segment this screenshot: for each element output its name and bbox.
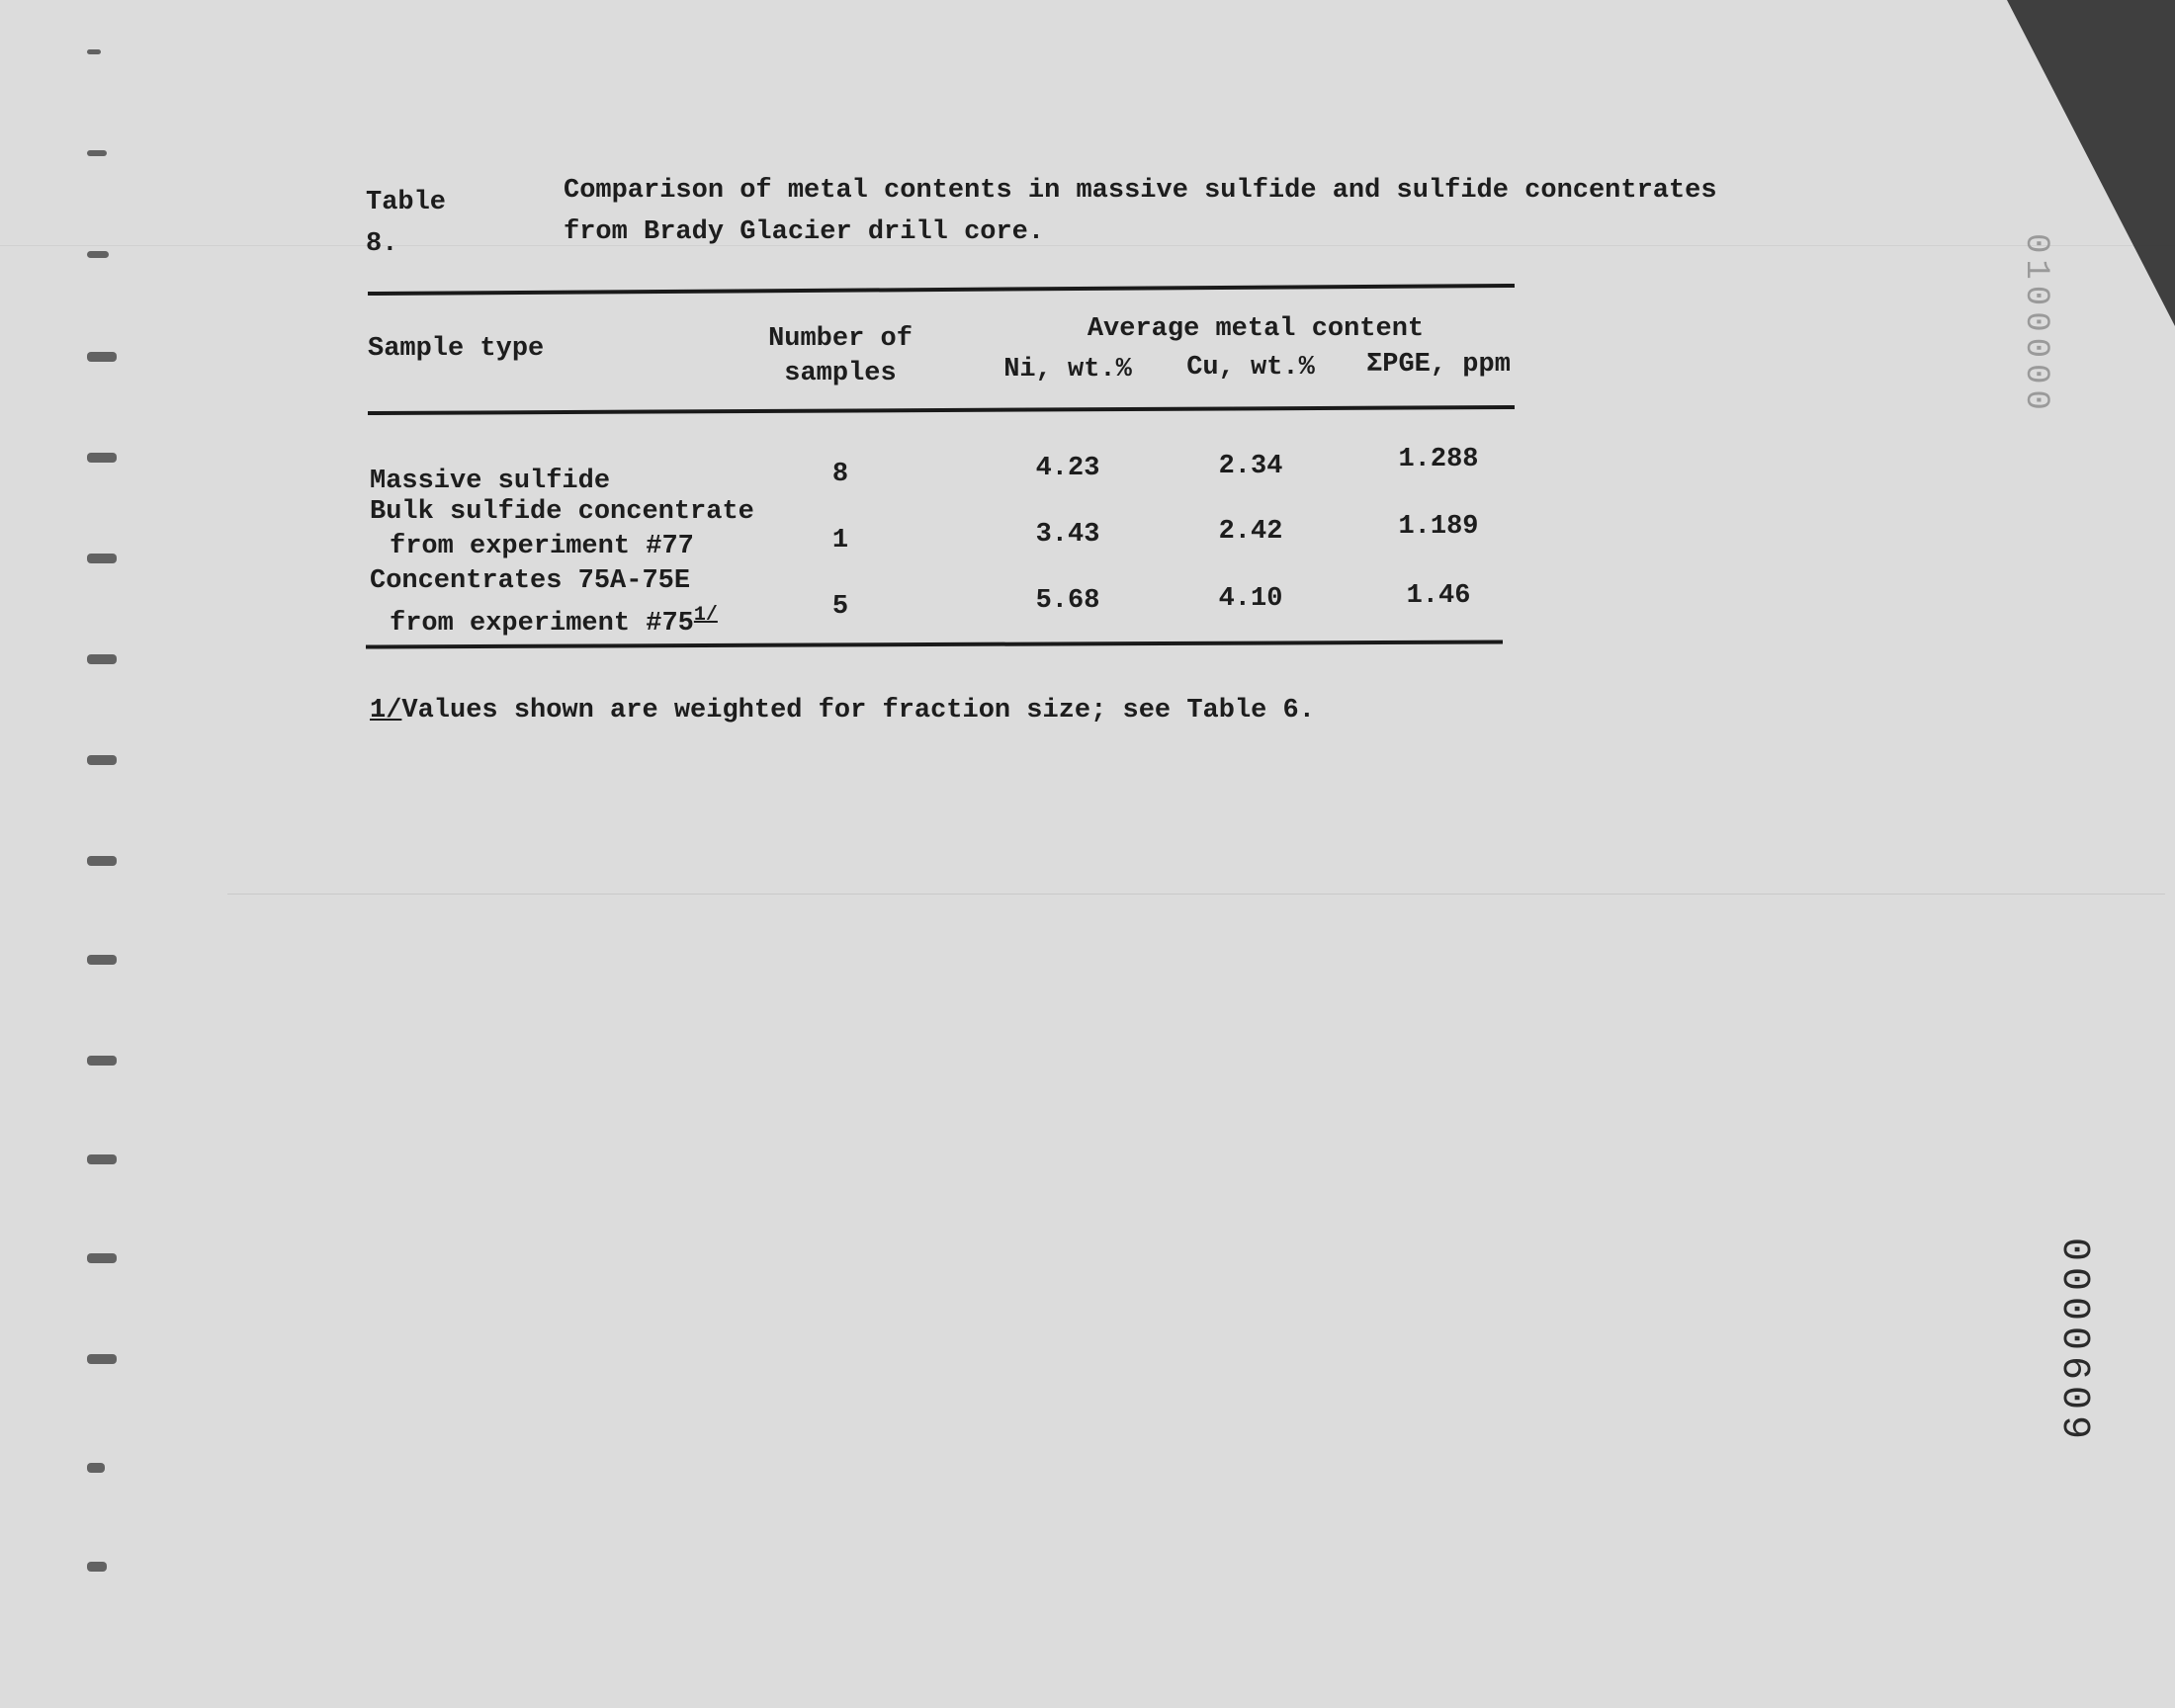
header-sample-type: Sample type (368, 334, 545, 364)
punch-hole (87, 955, 117, 965)
table-header-rule (368, 405, 1515, 415)
header-pge: ΣPGE, ppm (1366, 350, 1511, 380)
punch-hole (87, 654, 117, 664)
punch-hole (87, 49, 101, 54)
header-number-of: Number of (768, 324, 913, 354)
punch-hole (87, 1154, 117, 1164)
header-cu: Cu, wt.% (1186, 353, 1315, 383)
punch-hole (87, 755, 117, 765)
punch-hole-margin (87, 40, 136, 1680)
punch-hole (87, 554, 117, 563)
table-title (564, 170, 1849, 253)
punch-hole (87, 1354, 117, 1364)
table-title-line: Comparison of metal contents in massive sulfide and sulfide concentrates (564, 176, 1717, 206)
row-label: Massive sulfide (370, 467, 611, 496)
scan-fold-line (227, 894, 2165, 895)
cell-pge: 1.189 (1398, 512, 1479, 542)
cell-count: 5 (831, 592, 849, 622)
footnote-ref: 1/ (693, 604, 718, 627)
header-ni: Ni, wt.% (1003, 355, 1132, 384)
punch-hole (87, 453, 117, 463)
cell-pge: 1.46 (1406, 581, 1471, 611)
table-label: Table 8. (366, 188, 447, 259)
table-title-line: from Brady Glacier drill core. (564, 217, 1045, 247)
punch-hole (87, 1463, 105, 1473)
cell-count: 8 (831, 460, 849, 489)
footnote-text: Values shown are weighted for fraction size; see Table 6. (401, 696, 1315, 726)
cell-ni: 4.23 (1035, 454, 1100, 483)
cell-cu: 2.42 (1218, 517, 1283, 547)
row-label-text: from experiment #75 (390, 609, 694, 639)
table-footnote (370, 694, 1315, 727)
header-samples: samples (784, 359, 897, 388)
cell-ni: 5.68 (1035, 586, 1100, 616)
punch-hole (87, 1562, 107, 1572)
cell-cu: 4.10 (1218, 584, 1283, 614)
punch-hole (87, 1253, 117, 1263)
row-label-continued (390, 599, 718, 640)
footnote-mark: 1/ (370, 696, 402, 726)
punch-hole (87, 1056, 117, 1066)
header-average-metal-content: Average metal content (1087, 314, 1425, 344)
table-bottom-rule (366, 640, 1503, 648)
row-label: Concentrates 75A-75E (370, 566, 691, 596)
cell-cu: 2.34 (1218, 452, 1283, 481)
cell-ni: 3.43 (1035, 520, 1100, 550)
punch-hole (87, 150, 107, 156)
row-label: Bulk sulfide concentrate (370, 497, 754, 527)
ghost-page-stamp: 0100000 (2017, 233, 2054, 416)
page-number-stamp: 0000609 (2051, 1238, 2096, 1446)
cell-pge: 1.288 (1398, 445, 1479, 474)
row-label-continued: from experiment #77 (390, 532, 694, 561)
punch-hole (87, 856, 117, 866)
punch-hole (87, 352, 117, 362)
cell-count: 1 (831, 526, 849, 555)
punch-hole (87, 251, 109, 258)
table-top-rule (368, 284, 1515, 296)
